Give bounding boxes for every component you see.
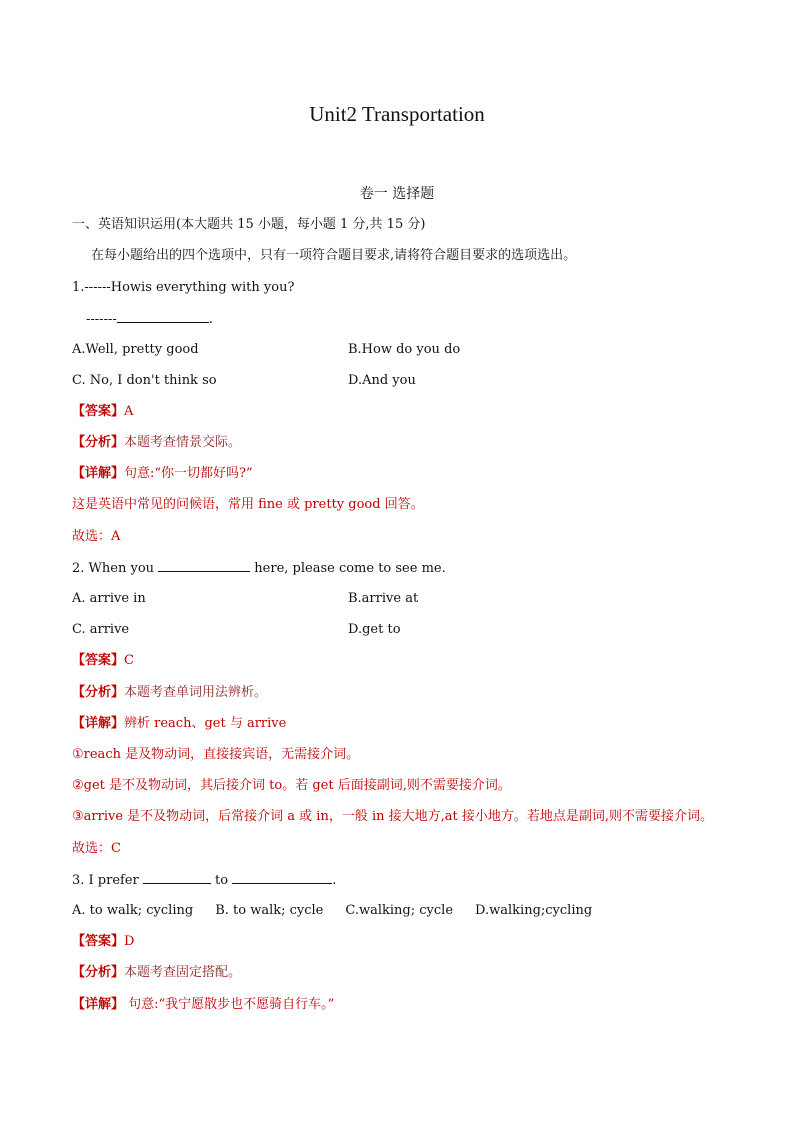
- answer-value: A: [124, 404, 134, 419]
- answer-tag: 【答案】: [72, 404, 125, 419]
- question-1-analysis: [72, 434, 241, 452]
- detail-text: 句意:“我宁愿散步也不愿骑自行车。”: [124, 997, 335, 1012]
- answer-blank-2: [232, 871, 332, 884]
- question-1-option-c: C. No, I don't think so: [72, 373, 217, 388]
- question-2-option-b: B.arrive at: [348, 591, 419, 606]
- question-1-reply: [86, 310, 213, 329]
- question-1-detail: [72, 465, 253, 483]
- question-3-option-b: B. to walk; cycle: [215, 903, 324, 918]
- analysis-text: 本题考查固定搭配。: [124, 965, 242, 980]
- question-3-option-d: D.walking;cycling: [475, 903, 593, 918]
- stem-before: 3. I prefer: [72, 873, 139, 888]
- answer-blank: [117, 310, 209, 323]
- question-3-answer: [72, 933, 134, 951]
- question-2-analysis: [72, 684, 267, 702]
- reply-suffix: .: [208, 312, 213, 327]
- reply-prefix: -------: [86, 312, 117, 327]
- question-2-point-1: ①reach 是及物动词，直接接宾语，无需接介词。: [72, 747, 360, 762]
- question-2-choice: 故选：C: [72, 841, 121, 856]
- question-1-answer: [72, 403, 133, 421]
- question-2-point-2: ②get 是不及物动词，其后接介词 to。若 get 后面接副词,则不需要接介词。: [72, 778, 511, 793]
- stem-mid: to: [210, 873, 233, 888]
- question-2-option-a: A. arrive in: [72, 591, 146, 606]
- question-1-stem: 1.------Howis everything with you?: [72, 280, 295, 295]
- question-3-analysis: [72, 964, 241, 982]
- section-heading: 一、英语知识运用(本大题共 15 小题，每小题 1 分,共 15 分): [72, 217, 426, 232]
- question-3-detail: [72, 996, 334, 1014]
- instruction-text: 在每小题给出的四个选项中，只有一项符合题目要求,请将符合题目要求的选项选出。: [91, 248, 577, 263]
- answer-blank: [158, 559, 250, 572]
- question-1-choice: 故选：A: [72, 529, 121, 544]
- analysis-text: 本题考查情景交际。: [124, 435, 242, 450]
- question-3-option-a: A. to walk; cycling: [72, 903, 194, 918]
- detail-tag: 【详解】: [72, 997, 125, 1012]
- detail-tag: 【详解】: [72, 716, 125, 731]
- answer-tag: 【答案】: [72, 653, 125, 668]
- question-2-answer: [72, 652, 134, 670]
- question-1-explanation: 这是英语中常见的问候语，常用 fine 或 pretty good 回答。: [72, 497, 424, 512]
- analysis-text: 本题考查单词用法辨析。: [124, 685, 268, 700]
- question-2-detail: [72, 715, 286, 733]
- question-2-option-d: D.get to: [348, 622, 401, 637]
- answer-value: D: [124, 934, 135, 949]
- question-2-option-c: C. arrive: [72, 622, 130, 637]
- stem-before: 2. When you: [72, 561, 155, 576]
- answer-tag: 【答案】: [72, 934, 125, 949]
- detail-text: 辨析 reach、get 与 arrive: [124, 716, 287, 731]
- answer-blank-1: [143, 871, 211, 884]
- question-1-option-a: A.Well, pretty good: [72, 342, 199, 357]
- analysis-tag: 【分析】: [72, 685, 125, 700]
- detail-text: 句意:“你一切都好吗?”: [124, 466, 253, 481]
- question-3-options: [72, 902, 614, 920]
- question-1-option-d: D.And you: [348, 373, 416, 388]
- stem-after: .: [332, 873, 337, 888]
- question-3-stem: [72, 871, 336, 890]
- detail-tag: 【详解】: [72, 466, 125, 481]
- stem-after: here, please come to see me.: [250, 561, 446, 576]
- question-2-point-3: ③arrive 是不及物动词，后常接介词 a 或 in，一般 in 接大地方,at 接小地方。若地点是副词,则不需要接介词。: [72, 809, 714, 824]
- analysis-tag: 【分析】: [72, 435, 125, 450]
- question-3-option-c: C.walking; cycle: [345, 903, 454, 918]
- answer-value: C: [124, 653, 134, 668]
- question-1-option-b: B.How do you do: [348, 342, 461, 357]
- analysis-tag: 【分析】: [72, 965, 125, 980]
- page-title: Unit2 Transportation: [309, 102, 485, 126]
- part-heading: 卷一 选择题: [359, 186, 435, 202]
- question-2-stem: [72, 559, 446, 578]
